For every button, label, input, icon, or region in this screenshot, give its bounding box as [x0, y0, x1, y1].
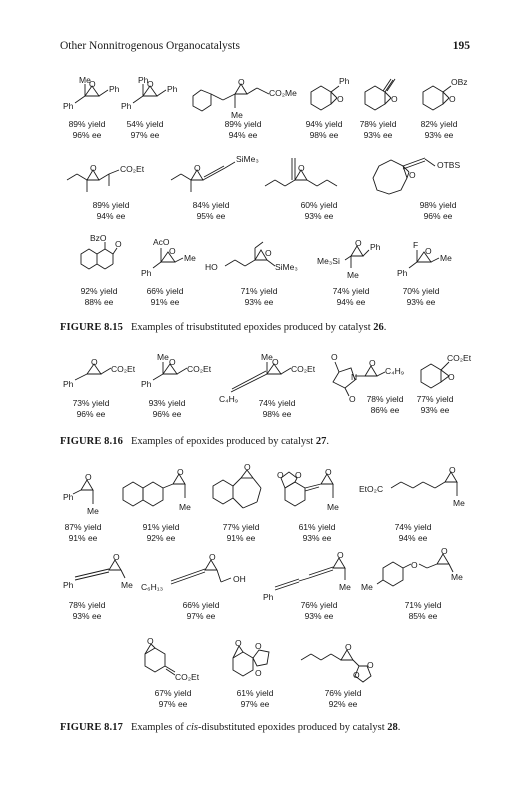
compound-caption: 66% yield 91% ee — [146, 286, 184, 307]
svg-text:Ph: Ph — [63, 379, 74, 389]
structure-epoxide-16 — [61, 352, 141, 392]
compound-caption: 61% yield 97% ee — [236, 688, 274, 709]
structure-epoxide-9 — [261, 152, 371, 198]
page-header — [60, 40, 470, 56]
structure-epoxide-8 — [167, 152, 267, 196]
svg-text:CO₂Et: CO₂Et — [111, 364, 136, 374]
compound-caption: 92% yield 88% ee — [80, 286, 118, 307]
svg-text:O: O — [169, 246, 176, 256]
svg-text:O: O — [295, 470, 302, 480]
svg-text:O: O — [255, 641, 262, 651]
svg-text:Ph: Ph — [63, 101, 74, 111]
svg-text:O: O — [391, 94, 398, 104]
svg-text:CO₂Et: CO₂Et — [175, 672, 200, 682]
svg-text:O: O — [353, 670, 360, 680]
svg-text:SiMe₃: SiMe₃ — [275, 262, 298, 272]
svg-text:O: O — [449, 465, 456, 475]
structure-epoxide-24 — [275, 466, 365, 518]
svg-text:O: O — [349, 394, 356, 404]
structure-epoxide-29 — [361, 546, 477, 600]
svg-text:Ph: Ph — [138, 75, 149, 85]
svg-text:O: O — [169, 357, 176, 367]
svg-text:OTBS: OTBS — [437, 160, 461, 170]
svg-text:O: O — [449, 94, 456, 104]
fig817-row3 — [55, 636, 475, 718]
structure-epoxide-5 — [357, 76, 411, 118]
svg-text:O: O — [345, 642, 352, 652]
svg-text:O: O — [255, 668, 262, 678]
svg-text:Me: Me — [347, 270, 359, 280]
svg-text:Me: Me — [361, 582, 373, 592]
fig816-row1 — [55, 352, 475, 432]
structure-epoxide-21 — [61, 466, 111, 518]
compound-caption: 74% yield 98% ee — [258, 398, 296, 419]
compound-caption: 60% yield 93% ee — [300, 200, 338, 221]
compound-caption: 89% yield 96% ee — [68, 119, 106, 140]
structure-epoxide-28 — [261, 550, 371, 600]
structure-epoxide-31 — [223, 636, 293, 688]
svg-text:Me: Me — [87, 506, 99, 516]
structure-epoxide-6 — [415, 76, 475, 118]
page-number: 195 — [452, 40, 470, 52]
figure-label: FIGURE 8.17 — [60, 722, 123, 733]
svg-text:O: O — [355, 238, 362, 248]
svg-text:Me: Me — [339, 582, 351, 592]
svg-text:Me₃Si: Me₃Si — [317, 256, 340, 266]
svg-text:O: O — [244, 462, 251, 472]
svg-text:O: O — [367, 660, 374, 670]
figure-label: FIGURE 8.16 — [60, 436, 123, 447]
svg-text:Ph: Ph — [141, 379, 152, 389]
structure-epoxide-1 — [63, 76, 123, 118]
svg-text:Ph: Ph — [121, 101, 132, 111]
svg-text:Ph: Ph — [263, 592, 274, 602]
svg-text:O: O — [331, 352, 338, 362]
svg-text:AcO: AcO — [153, 237, 170, 247]
structure-epoxide-23 — [207, 462, 277, 518]
compound-caption: 78% yield 93% ee — [68, 600, 106, 621]
svg-text:CO₂Me: CO₂Me — [269, 88, 297, 98]
svg-text:Me: Me — [261, 352, 273, 362]
compound-caption: 78% yield 93% ee — [359, 119, 397, 140]
structure-epoxide-18 — [219, 352, 319, 404]
compound-caption: 82% yield 93% ee — [420, 119, 458, 140]
svg-text:O: O — [337, 94, 344, 104]
svg-text:CO₂Et: CO₂Et — [291, 364, 316, 374]
compound-caption: 89% yield 94% ee — [224, 119, 262, 140]
svg-text:O: O — [411, 560, 418, 570]
svg-text:O: O — [425, 246, 432, 256]
svg-text:O: O — [194, 163, 201, 173]
svg-text:CO₂Et: CO₂Et — [187, 364, 212, 374]
structure-epoxide-27 — [141, 550, 261, 596]
svg-text:O: O — [89, 79, 96, 89]
compound-caption: 73% yield 96% ee — [72, 398, 110, 419]
compound-caption: 78% yield 86% ee — [366, 394, 404, 415]
svg-text:CO₂Et: CO₂Et — [120, 164, 145, 174]
svg-text:Ph: Ph — [339, 76, 350, 86]
svg-text:Me: Me — [327, 502, 339, 512]
svg-text:Ph: Ph — [109, 84, 120, 94]
svg-text:CO₂Et: CO₂Et — [447, 353, 472, 363]
compound-caption: 70% yield 93% ee — [402, 286, 440, 307]
structure-epoxide-12 — [139, 232, 199, 282]
structure-epoxide-32 — [295, 636, 405, 688]
svg-text:O: O — [90, 163, 97, 173]
structure-epoxide-22 — [117, 466, 207, 518]
compound-caption: 74% yield 94% ee — [332, 286, 370, 307]
compound-caption: 74% yield 94% ee — [394, 522, 432, 543]
svg-text:O: O — [147, 636, 154, 646]
svg-text:O: O — [265, 248, 272, 258]
svg-text:Me: Me — [440, 253, 452, 263]
structure-epoxide-15 — [395, 232, 465, 282]
svg-text:O: O — [235, 638, 242, 648]
structure-epoxide-2 — [121, 76, 181, 118]
fig817-row2 — [55, 546, 475, 632]
compound-caption: 67% yield 97% ee — [154, 688, 192, 709]
compound-caption: 84% yield 95% ee — [192, 200, 230, 221]
svg-text:C₆H₁₃: C₆H₁₃ — [141, 582, 164, 592]
svg-text:Me: Me — [79, 75, 91, 85]
compound-caption: 87% yield 91% ee — [64, 522, 102, 543]
compound-caption: 89% yield 94% ee — [92, 200, 130, 221]
svg-text:Me: Me — [453, 498, 465, 508]
compound-caption: 77% yield 93% ee — [416, 394, 454, 415]
svg-text:Ph: Ph — [397, 268, 408, 278]
svg-text:O: O — [238, 77, 245, 87]
svg-text:O: O — [147, 79, 154, 89]
structure-epoxide-17 — [139, 352, 219, 392]
svg-text:C₄H₉: C₄H₉ — [385, 366, 405, 376]
svg-text:Ph: Ph — [167, 84, 178, 94]
svg-text:Ph: Ph — [141, 268, 152, 278]
svg-text:O: O — [448, 372, 455, 382]
figure-caption-8-16: FIGURE 8.16 Examples of epoxides produced by catalyst 27. — [60, 436, 329, 447]
fig815-row3 — [55, 232, 475, 310]
svg-text:HO: HO — [205, 262, 218, 272]
svg-text:C₄H₉: C₄H₉ — [219, 394, 239, 404]
svg-text:SiMe₃: SiMe₃ — [236, 154, 259, 164]
svg-text:O: O — [337, 550, 344, 560]
svg-text:O: O — [113, 552, 120, 562]
compound-caption: 98% yield 96% ee — [419, 200, 457, 221]
compound-caption: 76% yield 92% ee — [324, 688, 362, 709]
compound-caption: 76% yield 93% ee — [300, 600, 338, 621]
structure-epoxide-4 — [303, 76, 357, 118]
fig817-row1 — [55, 462, 475, 548]
svg-text:N: N — [351, 372, 358, 382]
compound-caption: 71% yield 85% ee — [404, 600, 442, 621]
svg-text:Ph: Ph — [63, 492, 74, 502]
compound-caption: 61% yield 93% ee — [298, 522, 336, 543]
svg-text:Ph: Ph — [63, 580, 74, 590]
svg-text:Me: Me — [157, 352, 169, 362]
svg-text:O: O — [325, 467, 332, 477]
svg-text:O: O — [209, 552, 216, 562]
structure-epoxide-20 — [415, 352, 485, 396]
svg-text:O: O — [177, 467, 184, 477]
compound-caption: 91% yield 92% ee — [142, 522, 180, 543]
svg-text:EtO₂C: EtO₂C — [359, 484, 384, 494]
running-title: Other Nonnitrogenous Organocatalysts — [60, 40, 240, 52]
svg-text:Me: Me — [121, 580, 133, 590]
svg-text:O: O — [115, 239, 122, 249]
svg-text:Me: Me — [231, 110, 243, 120]
svg-text:O: O — [85, 472, 92, 482]
fig815-row1 — [55, 76, 475, 146]
svg-text:O: O — [409, 170, 416, 180]
compound-caption: 54% yield 97% ee — [126, 119, 164, 140]
structure-epoxide-10 — [365, 152, 475, 198]
compound-caption: 66% yield 97% ee — [182, 600, 220, 621]
svg-text:Me: Me — [184, 253, 196, 263]
compound-caption: 71% yield 93% ee — [240, 286, 278, 307]
figure-label: FIGURE 8.15 — [60, 322, 123, 333]
structure-epoxide-7 — [63, 152, 163, 196]
svg-text:O: O — [441, 546, 448, 556]
svg-text:O: O — [91, 357, 98, 367]
structure-epoxide-26 — [61, 550, 151, 596]
compound-caption: 94% yield 98% ee — [305, 119, 343, 140]
svg-text:Me: Me — [451, 572, 463, 582]
svg-text:O: O — [272, 357, 279, 367]
structure-epoxide-11 — [75, 232, 131, 282]
figure-caption-8-15: FIGURE 8.15 Examples of trisubstituted epoxides produced by catalyst 26. — [60, 322, 387, 333]
svg-text:O: O — [298, 163, 305, 173]
compound-caption: 93% yield 96% ee — [148, 398, 186, 419]
structure-epoxide-25 — [359, 466, 475, 518]
structure-epoxide-3 — [183, 76, 297, 122]
svg-text:BzO: BzO — [90, 233, 107, 243]
svg-text:O: O — [277, 470, 284, 480]
svg-text:OBz: OBz — [451, 77, 468, 87]
svg-text:Ph: Ph — [370, 242, 381, 252]
structure-epoxide-14 — [317, 232, 387, 282]
svg-text:Me: Me — [179, 502, 191, 512]
structure-epoxide-30 — [135, 636, 215, 688]
fig815-row2 — [55, 152, 475, 224]
structure-epoxide-13 — [203, 232, 323, 282]
figure-caption-8-17: FIGURE 8.17 Examples of cis-disubstituted epoxides produced by catalyst 28. — [60, 722, 401, 733]
svg-text:OH: OH — [233, 574, 246, 584]
svg-text:O: O — [369, 358, 376, 368]
svg-text:F: F — [413, 240, 419, 250]
compound-caption: 77% yield 91% ee — [222, 522, 260, 543]
